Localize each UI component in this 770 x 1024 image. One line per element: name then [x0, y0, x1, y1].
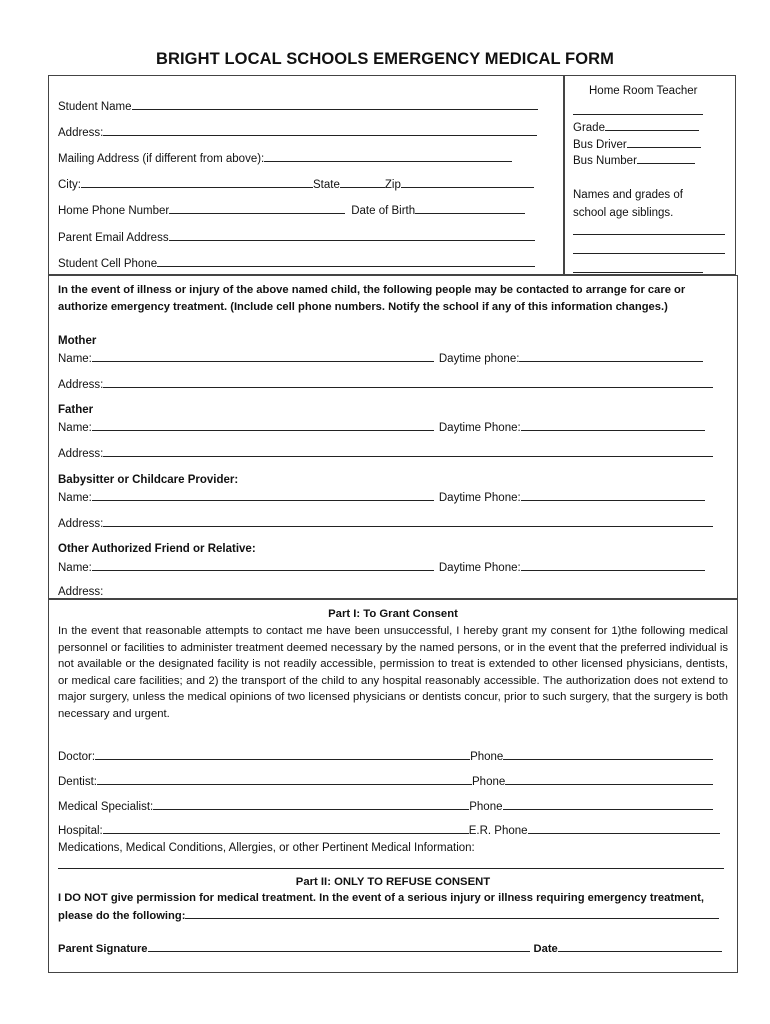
- zip-field[interactable]: [401, 177, 534, 188]
- part1-body: In the event that reasonable attempts to contact me have been unsuccessful, I hereby grant my consent for 1)the following medical personnel or facilities to administer treatment deemed necessary by the named persons, or in the event that the preferred individual is not available or the designated facility is not readily accessible, permission to treat is extended to other licensed physicians, dentists, or medical care facilities; and 2) the transport of the child to any hospital reasonably accessible. The authorization does not extend to major surgery, unless the medical opinions of two licensed physicians or dentists concur, prior to such surgery, that the surgery is both necessary and urgent.: [58, 625, 728, 720]
- babysitter-heading: Babysitter or Childcare Provider:: [58, 474, 239, 486]
- mother-address-label: Address:: [58, 379, 104, 391]
- mother-address-field[interactable]: [103, 377, 713, 388]
- signature-field[interactable]: [148, 941, 530, 952]
- grade-row: [573, 120, 699, 135]
- friend-name-field[interactable]: [92, 560, 434, 571]
- specialist-phone-field[interactable]: [503, 799, 713, 810]
- medications-row: [58, 858, 724, 873]
- student-cell-field[interactable]: [157, 256, 535, 267]
- siblings-label-2: school age siblings.: [573, 207, 674, 219]
- father-address-field[interactable]: [103, 446, 713, 457]
- father-address-row: [58, 446, 713, 461]
- doctor-phone-label: Phone: [470, 751, 504, 763]
- father-phone-label: Daytime Phone:: [438, 422, 521, 434]
- address-row: [58, 125, 537, 140]
- er-phone-field[interactable]: [528, 823, 720, 834]
- babysitter-name-label: Name:: [58, 492, 92, 504]
- student-cell-label: Student Cell Phone: [58, 258, 158, 270]
- babysitter-name-field[interactable]: [92, 490, 434, 501]
- dentist-phone-field[interactable]: [505, 774, 713, 785]
- specialist-row: [58, 799, 713, 814]
- student-name-field[interactable]: [132, 99, 538, 110]
- friend-phone-label: Daytime Phone:: [438, 562, 521, 574]
- instructions-field[interactable]: [185, 908, 719, 919]
- father-name-label: Name:: [58, 422, 92, 434]
- date-label: Date: [533, 943, 558, 955]
- mother-phone-field[interactable]: [519, 351, 703, 362]
- grade-label: Grade: [573, 122, 605, 134]
- father-heading: Father: [58, 404, 94, 416]
- dob-field[interactable]: [415, 203, 525, 214]
- mailing-address-label: Mailing Address (if different from above):: [58, 153, 265, 165]
- bus-driver-label: Bus Driver: [573, 139, 627, 151]
- zip-label: Zip: [384, 179, 401, 191]
- father-address-label: Address:: [58, 448, 104, 460]
- address-label: Address:: [58, 127, 104, 139]
- city-field[interactable]: [81, 177, 313, 188]
- state-label: State: [313, 179, 340, 191]
- sibling-field-1[interactable]: [573, 224, 725, 235]
- bus-number-row: [573, 153, 695, 168]
- signature-row: [58, 941, 722, 956]
- dob-label: Date of Birth: [351, 205, 416, 217]
- homeroom-label: Home Room Teacher: [589, 85, 698, 97]
- doctor-row: [58, 749, 713, 764]
- friend-name-row: [58, 560, 705, 575]
- dentist-field[interactable]: [97, 774, 472, 785]
- specialist-phone-label: Phone: [469, 801, 503, 813]
- babysitter-phone-label: Daytime Phone:: [438, 492, 521, 504]
- dentist-phone-label: Phone: [472, 776, 506, 788]
- home-phone-label: Home Phone Number: [58, 205, 170, 217]
- sibling-row-2: [573, 243, 725, 258]
- part2-heading: Part II: ONLY TO REFUSE CONSENT: [295, 876, 491, 888]
- student-name-label: Student Name: [58, 101, 132, 113]
- babysitter-address-field[interactable]: [103, 516, 713, 527]
- bus-number-field[interactable]: [637, 153, 695, 164]
- hospital-row: [58, 823, 720, 838]
- home-phone-field[interactable]: [169, 203, 345, 214]
- mailing-address-row: [58, 151, 512, 166]
- sibling-field-3[interactable]: [573, 262, 703, 273]
- mother-name-label: Name:: [58, 353, 92, 365]
- bus-driver-field[interactable]: [627, 137, 701, 148]
- hospital-label: Hospital:: [58, 825, 103, 837]
- mother-address-row: [58, 377, 713, 392]
- part2-body-2: please do the following:: [58, 910, 186, 922]
- homeroom-row: [573, 104, 703, 119]
- mother-name-row: [58, 351, 703, 366]
- phone-dob-row: [58, 203, 525, 218]
- part2-body-2-row: [58, 908, 719, 923]
- student-name-row: [58, 99, 538, 114]
- bus-number-label: Bus Number: [573, 155, 637, 167]
- medications-field[interactable]: [58, 858, 724, 869]
- friend-heading: Other Authorized Friend or Relative:: [58, 543, 256, 555]
- homeroom-field[interactable]: [573, 104, 703, 115]
- sibling-field-2[interactable]: [573, 243, 725, 254]
- mother-heading: Mother: [58, 335, 97, 347]
- siblings-label-1: Names and grades of: [573, 189, 683, 201]
- form-title: BRIGHT LOCAL SCHOOLS EMERGENCY MEDICAL FORM: [155, 50, 615, 68]
- specialist-field[interactable]: [153, 799, 469, 810]
- city-label: City:: [58, 179, 81, 191]
- parent-email-row: [58, 230, 535, 245]
- grade-field[interactable]: [605, 120, 699, 131]
- bus-driver-row: [573, 137, 701, 152]
- date-field[interactable]: [558, 941, 722, 952]
- sibling-row-1: [573, 224, 725, 239]
- specialist-label: Medical Specialist:: [58, 801, 154, 813]
- babysitter-address-row: [58, 516, 713, 531]
- address-field[interactable]: [103, 125, 537, 136]
- mailing-address-field[interactable]: [264, 151, 512, 162]
- dentist-label: Dentist:: [58, 776, 97, 788]
- hospital-field[interactable]: [103, 823, 469, 834]
- signature-label: Parent Signature: [58, 943, 148, 955]
- babysitter-phone-field[interactable]: [521, 490, 705, 501]
- mother-phone-label: Daytime phone:: [438, 353, 520, 365]
- dentist-row: [58, 774, 713, 789]
- part1-heading: Part I: To Grant Consent: [328, 608, 458, 620]
- city-state-zip-row: [58, 177, 534, 192]
- student-cell-row: [58, 256, 535, 271]
- part2-body-1: I DO NOT give permission for medical treatment. In the event of a serious injury or illness requiring emergency treatment,: [58, 892, 704, 904]
- father-name-field[interactable]: [92, 420, 434, 431]
- babysitter-address-label: Address:: [58, 518, 104, 530]
- state-field[interactable]: [340, 177, 385, 188]
- mother-name-field[interactable]: [92, 351, 434, 362]
- friend-address-row: [58, 585, 103, 599]
- babysitter-name-row: [58, 490, 705, 505]
- medications-label: Medications, Medical Conditions, Allergies, or other Pertinent Medical Information:: [58, 842, 475, 854]
- er-phone-label: E.R. Phone: [468, 825, 528, 837]
- doctor-field[interactable]: [95, 749, 470, 760]
- friend-address-label: Address:: [58, 586, 104, 598]
- father-name-row: [58, 420, 705, 435]
- parent-email-field[interactable]: [169, 230, 535, 241]
- friend-phone-field[interactable]: [521, 560, 705, 571]
- friend-name-label: Name:: [58, 562, 92, 574]
- parent-email-label: Parent Email Address: [58, 232, 169, 244]
- doctor-label: Doctor:: [58, 751, 96, 763]
- father-phone-field[interactable]: [521, 420, 705, 431]
- doctor-phone-field[interactable]: [503, 749, 713, 760]
- contacts-intro: In the event of illness or injury of the above named child, the following people may be contacted to arrange for care or authorize emergency treatment. (Include cell phone numbers. Notify the school if any of this information changes.): [58, 284, 686, 313]
